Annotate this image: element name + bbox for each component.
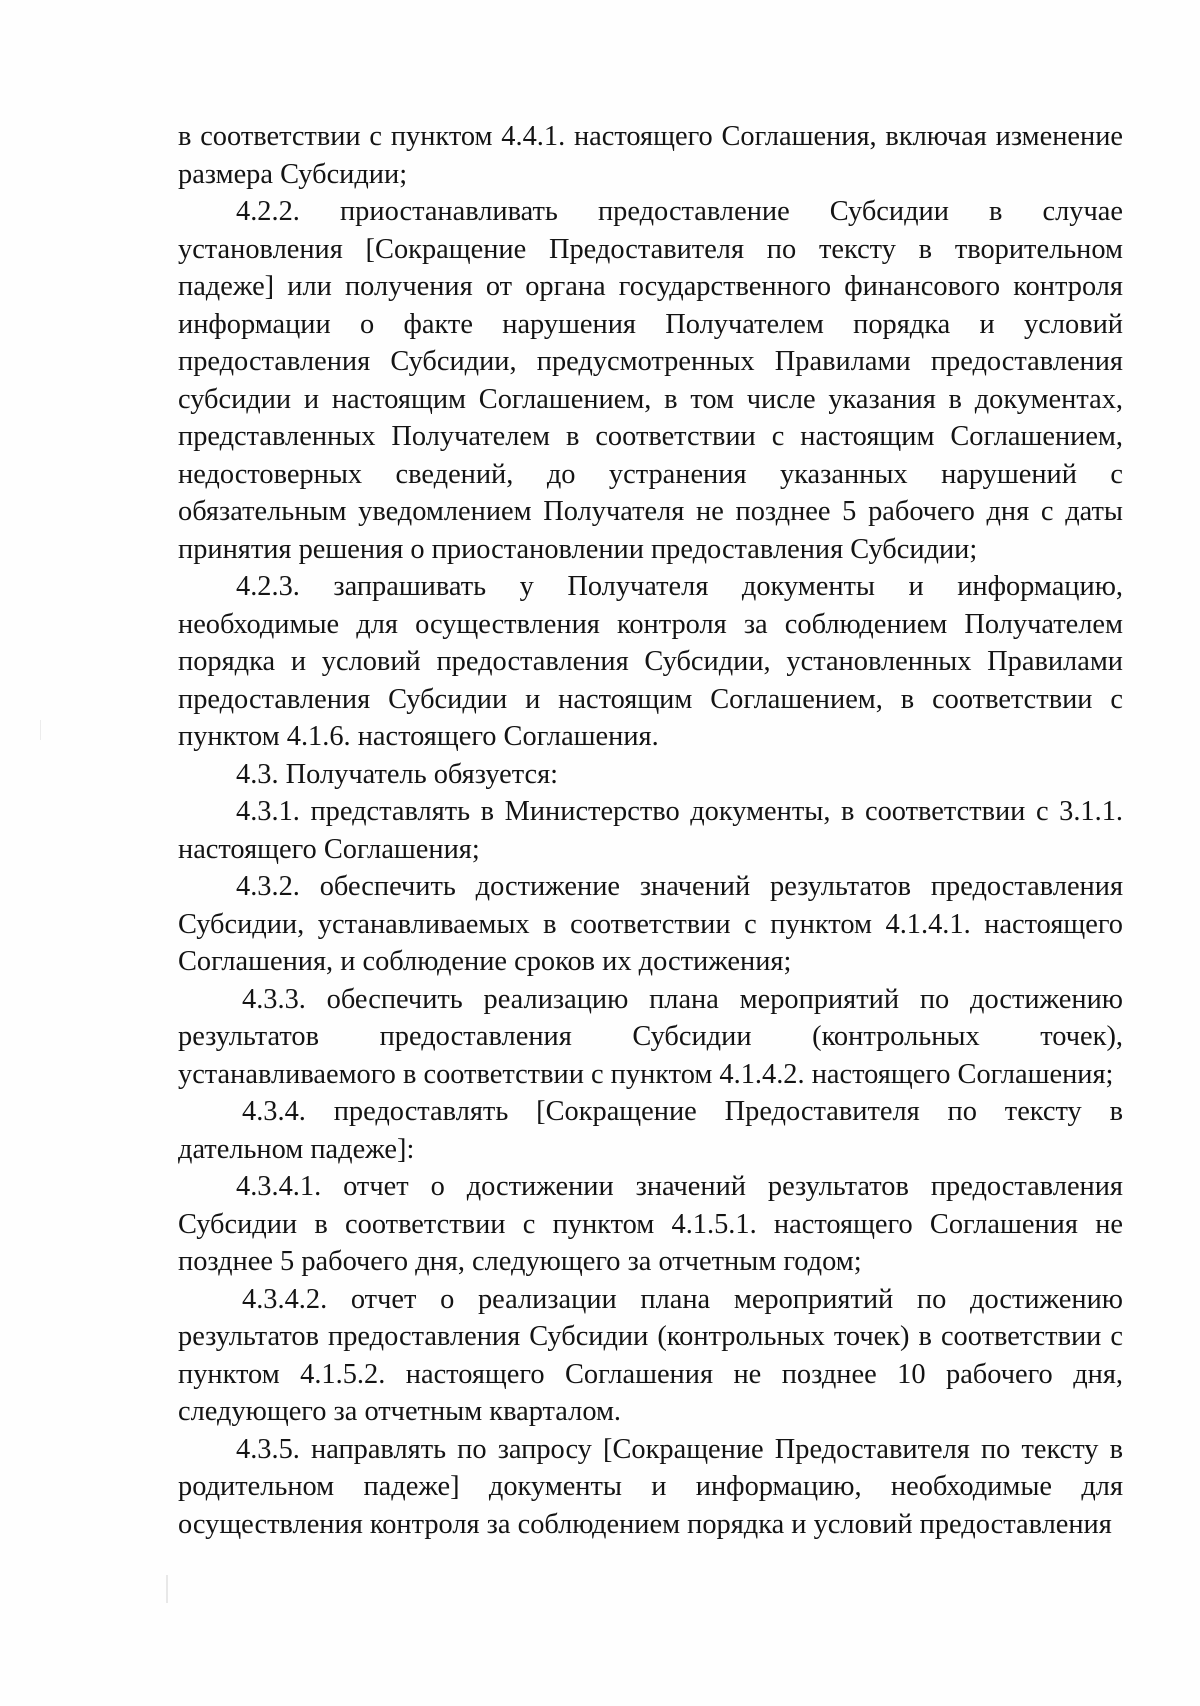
paragraph-4-3: 4.3. Получатель обязуется:	[236, 758, 559, 790]
scan-artifact	[166, 1575, 168, 1603]
paragraph-4-3-3: 4.3.3. обеспечить реализацию плана мероприятий по достижению результатов предоставления Субсидии (контрольных точек), устанавливаемого в соответствии с пунктом 4.1.4.2. настоящего Соглашения;	[178, 983, 1123, 1090]
paragraph-4-3-1: 4.3.1. представлять в Министерство документы, в соответствии с 3.1.1. настоящего Соглашения;	[178, 796, 1123, 865]
scan-artifact	[40, 720, 41, 740]
paragraph-4-2-2: 4.2.2. приостанавливать предоставление Субсидии в случае установления [Сокращение Предоставителя по тексту в творительном падеже] или получения от органа государственного финансового контроля информации о факте нарушения Получателем порядка и условий предоставления Субсидии, предусмотренных Правилами предоставления субсидии и настоящим Соглашением, в том числе указания в документах, представленных Получателем в соответствии с настоящим Соглашением, недостоверных сведений, до устранения указанных нарушений с обязательным уведомлением Получателя не позднее 5 рабочего дня с даты принятия решения о приостановлении предоставления Субсидии;	[178, 196, 1123, 565]
document-body	[178, 118, 1123, 1543]
paragraph-4-3-4-1: 4.3.4.1. отчет о достижении значений результатов предоставления Субсидии в соответствии с пунктом 4.1.5.1. настоящего Соглашения не позднее 5 рабочего дня, следующего за отчетным годом;	[178, 1171, 1123, 1277]
paragraph-4-2-3: 4.2.3. запрашивать у Получателя документы и информацию, необходимые для осуществления контроля за соблюдением Получателем порядка и условий предоставления Субсидии, установленных Правилами предоставления Субсидии и настоящим Соглашением, в соответствии с пунктом 4.1.6. настоящего Соглашения.	[178, 571, 1123, 752]
paragraph-4-3-4-2: 4.3.4.2. отчет о реализации плана мероприятий по достижению результатов предоставления Субсидии (контрольных точек) в соответствии с пунктом 4.1.5.2. настоящего Соглашения не позднее 10 рабочего дня, следующего за отчетным кварталом.	[178, 1283, 1123, 1427]
paragraph-4-3-4: 4.3.4. предоставлять [Сокращение Предоставителя по тексту в дательном падеже]:	[178, 1096, 1123, 1165]
paragraph-4-3-5: 4.3.5. направлять по запросу [Сокращение Предоставителя по тексту в родительном падеже] документы и информацию, необходимые для осуществления контроля за соблюдением порядка и условий предоставления	[178, 1433, 1123, 1540]
paragraph-4-3-2: 4.3.2. обеспечить достижение значений результатов предоставления Субсидии, устанавливаемых в соответствии с пунктом 4.1.4.1. настоящего Соглашения, и соблюдение сроков их достижения;	[178, 871, 1123, 977]
paragraph-continuation: в соответствии с пунктом 4.4.1. настоящего Соглашения, включая изменение размера Субсидии;	[178, 121, 1123, 190]
